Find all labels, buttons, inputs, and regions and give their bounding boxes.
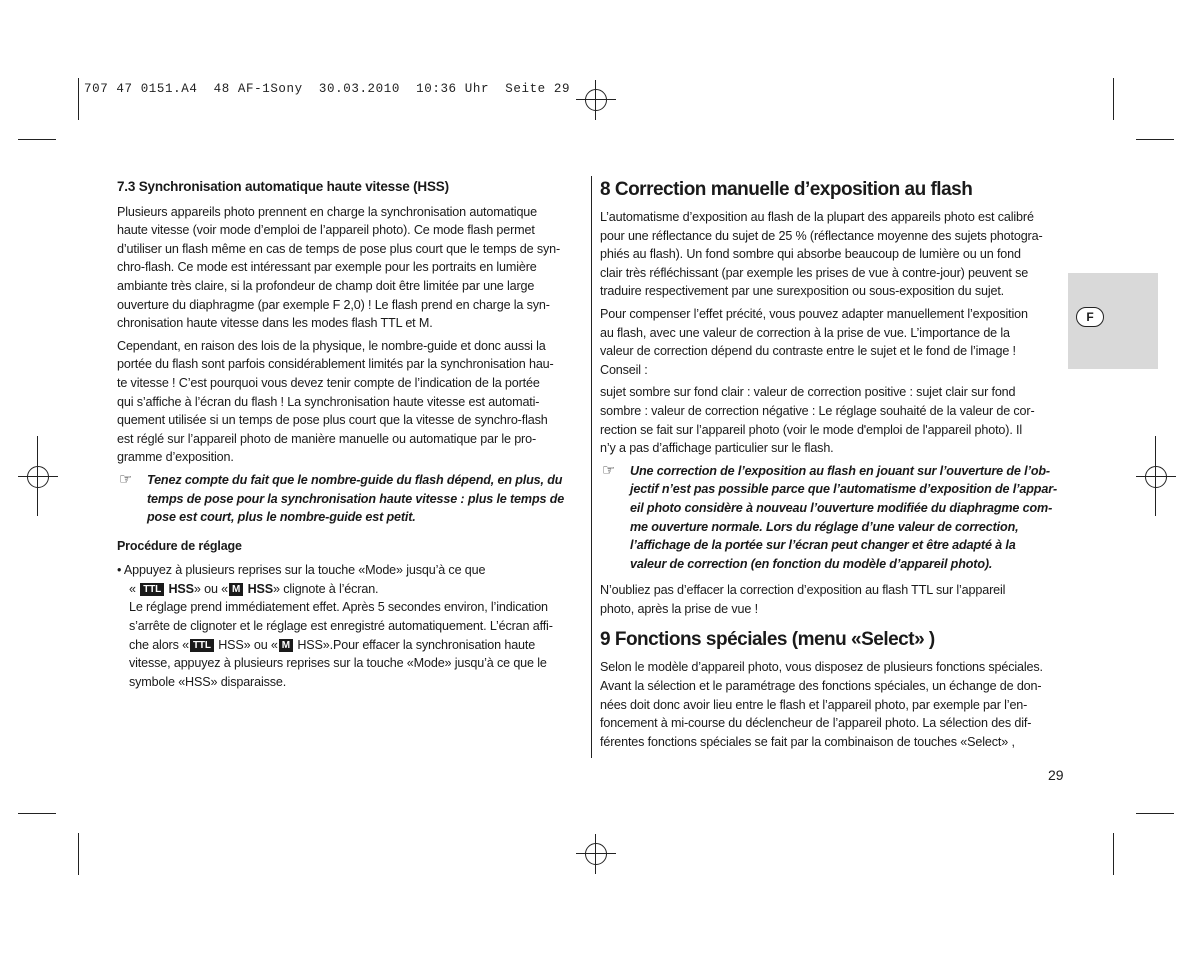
text-fragment: » ou «: [193, 581, 229, 596]
pointing-hand-icon: ☞: [602, 461, 616, 479]
section-heading-8: 8 Correction manuelle d’exposition au flash: [600, 179, 973, 200]
text-line: Avant la sélection et le paramétrage des fonctions spéciales, un échange de don-: [600, 679, 1042, 694]
crop-mark-bottom-right-h: [1136, 813, 1174, 814]
note-line: valeur de correction (en fonction du modèle d’appareil photo).: [630, 556, 993, 571]
text-line: foncement à mi-course du déclencheur de l’appareil photo. La sélection des dif-: [600, 716, 1032, 731]
text-line: Pour compenser l’effet précité, vous pouvez adapter manuellement l’exposition: [600, 306, 1028, 321]
page-number: 29: [1048, 767, 1064, 783]
text-line: pour une réflectance du sujet de 25 % (réflectance moyenne des sujets photogra-: [600, 228, 1043, 243]
text-fragment: HSS» ou «: [218, 637, 278, 652]
text-line: est réglé sur l’appareil photo de manière manuelle ou automatique par le pro-: [117, 431, 536, 446]
crop-mark-bottom-left-h: [18, 813, 56, 814]
text-fragment: che alors «: [129, 637, 189, 652]
text-line: quement utilisée si un temps de pose plus court que la vitesse de synchro-flash: [117, 413, 548, 428]
ttl-mode-icon: TTL: [140, 583, 164, 596]
text-fragment: HSS».Pour effacer la synchronisation haute: [297, 637, 536, 652]
note-line: jectif n’est pas possible parce que l’automatisme d’exposition de l’appar-: [630, 482, 1057, 497]
text-line: sombre : valeur de correction négative : Le réglage souhaité de la valeur de cor-: [600, 403, 1035, 418]
language-tab-label: F: [1076, 307, 1104, 327]
crop-mark-top-left-h: [18, 139, 56, 140]
note-line: me ouverture normale. Lors du réglage d’une valeur de correction,: [630, 519, 1019, 534]
language-tab: [1068, 273, 1158, 369]
text-line: N’oubliez pas d’effacer la correction d’exposition au flash TTL sur l’appareil: [600, 583, 1006, 598]
text-line: Cependant, en raison des lois de la physique, le nombre-guide et donc aussi la: [117, 338, 546, 353]
text-line: Selon le modèle d’appareil photo, vous disposez de plusieurs fonctions spéciales.: [600, 660, 1043, 675]
right-paragraph-3: [600, 383, 1066, 457]
text-line: férentes fonctions spéciales se fait par la combinaison de touches «Select» ,: [600, 734, 1015, 749]
text-line: photo, après la prise de vue !: [600, 601, 758, 616]
note-line: pose est court, plus le nombre-guide est petit.: [147, 510, 416, 525]
hss-label: HSS: [247, 581, 274, 596]
text-line: vitesse, appuyez à plusieurs reprises sur la touche «Mode» jusqu’à ce que le: [129, 656, 547, 671]
text-line: phiés au flash). Un fond sombre qui absorbe beaucoup de lumière ou un fond: [600, 247, 1021, 262]
text-line: ouverture du diaphragme (par exemple F 2,0) ! Le flash prend en charge la syn-: [117, 297, 550, 312]
text-line: au flash, avec une valeur de correction à la prise de vue. L’importance de la: [600, 325, 1010, 340]
right-paragraph-5: [600, 658, 1066, 751]
right-paragraph-2: [600, 305, 1066, 379]
ttl-mode-icon: TTL: [190, 639, 214, 652]
text-line: valeur de correction dépend du contraste entre le sujet et le fond de l’image !: [600, 344, 1016, 359]
text-line: [117, 636, 585, 655]
section-heading-7-3: 7.3 Synchronisation automatique haute vitesse (HSS): [117, 179, 449, 194]
note-line: temps de pose pour la synchronisation haute vitesse : plus le temps de: [147, 491, 565, 506]
text-line: symbole «HSS» disparaisse.: [129, 674, 287, 689]
m-mode-icon: M: [279, 639, 293, 652]
note-line: l’affichage de la portée sur l’écran peut changer et être adapté à la: [630, 538, 1016, 553]
note-line: eil photo considère à nouveau l’ouverture modifiée du diaphragme com-: [630, 500, 1053, 515]
procedure-bullet: [117, 561, 585, 691]
right-paragraph-4: [600, 581, 1066, 618]
text-line: n’y a pas d’affichage particulier sur le flash.: [600, 441, 834, 456]
text-line: chronisation haute vitesse dans les modes flash TTL et M.: [117, 316, 433, 331]
right-column: [600, 178, 1066, 755]
note-line: Tenez compte du fait que le nombre-guide du flash dépend, en plus, du: [147, 472, 563, 487]
crop-mark-top-right-h: [1136, 139, 1174, 140]
print-slug: 707 47 0151.A4 48 AF-1Sony 30.03.2010 10:36 Uhr Seite 29: [84, 82, 571, 96]
text-line: sujet sombre sur fond clair : valeur de correction positive : sujet clair sur fond: [600, 385, 1016, 400]
crop-mark-top-left-v: [78, 78, 79, 120]
registration-mark-top: [576, 80, 616, 120]
text-line: Plusieurs appareils photo prennent en charge la synchronisation automatique: [117, 204, 538, 219]
text-line: traduire respectivement par une surexposition ou sous-exposition du sujet.: [600, 284, 1005, 299]
text-line: s’arrête de clignoter et le réglage est enregistré automatiquement. L’écran affi-: [129, 619, 553, 634]
registration-mark-bottom: [576, 834, 616, 874]
note-line: Une correction de l’exposition au flash en jouant sur l’ouverture de l’ob-: [630, 463, 1050, 478]
text-line: rection se fait sur l’appareil photo (voir le mode d'emploi de l'appareil photo). Il: [600, 422, 1023, 437]
text-line: Le réglage prend immédiatement effet. Après 5 secondes environ, l’indication: [129, 600, 548, 615]
text-fragment: » clignote à l’écran.: [273, 581, 379, 596]
text-line: haute vitesse (voir mode d’emploi de l’appareil photo). Ce mode flash permet: [117, 223, 535, 238]
registration-mark-left: [18, 457, 58, 497]
text-line: qui s’affiche à l’écran du flash ! La synchronisation haute vitesse est automati-: [117, 394, 540, 409]
text-line: L’automatisme d’exposition au flash de la plupart des appareils photo est calibré: [600, 210, 1034, 224]
text-line: gramme d’exposition.: [117, 450, 234, 465]
text-line: chro-flash. Ce mode est intéressant par exemple pour les portraits en lumière: [117, 260, 537, 275]
text-fragment: «: [129, 581, 136, 596]
left-paragraph-2: [117, 337, 585, 467]
text-line: te vitesse ! C’est pourquoi vous devez tenir compte de l’indication de la portée: [117, 375, 540, 390]
text-line: portée du flash sont parfois considérablement limités par la synchronisation hau-: [117, 357, 554, 372]
left-note: [117, 471, 585, 527]
right-note: [600, 462, 1066, 574]
left-paragraph-1: [117, 203, 585, 333]
text-line: ambiante très claire, si la profondeur de champ doit être limitée par une large: [117, 278, 535, 293]
left-column: [117, 178, 585, 691]
text-line: • Appuyez à plusieurs reprises sur la touche «Mode» jusqu’à ce que: [117, 563, 486, 578]
procedure-heading: Procédure de réglage: [117, 538, 242, 553]
text-line: d’utiliser un flash même en cas de temps de pose plus court que le temps de syn-: [117, 241, 561, 256]
section-heading-9: 9 Fonctions spéciales (menu «Select» ): [600, 629, 935, 651]
m-mode-icon: M: [229, 583, 243, 596]
text-line: clair très réfléchissant (par exemple les prises de vue à contre-jour) peuvent se: [600, 265, 1029, 280]
pointing-hand-icon: ☞: [119, 470, 133, 488]
registration-mark-right: [1136, 457, 1176, 497]
hss-label: HSS: [168, 581, 194, 596]
text-line: nées doit donc avoir lieu entre le flash et l’appareil photo, par exemple par l’en-: [600, 697, 1028, 712]
right-paragraph-1: [600, 208, 1066, 301]
column-divider: [591, 176, 592, 758]
crop-mark-top-right-v: [1113, 78, 1114, 120]
text-line: Conseil :: [600, 362, 648, 377]
crop-mark-bottom-left-v: [78, 833, 79, 875]
crop-mark-bottom-right-v: [1113, 833, 1114, 875]
text-line: [117, 580, 585, 599]
